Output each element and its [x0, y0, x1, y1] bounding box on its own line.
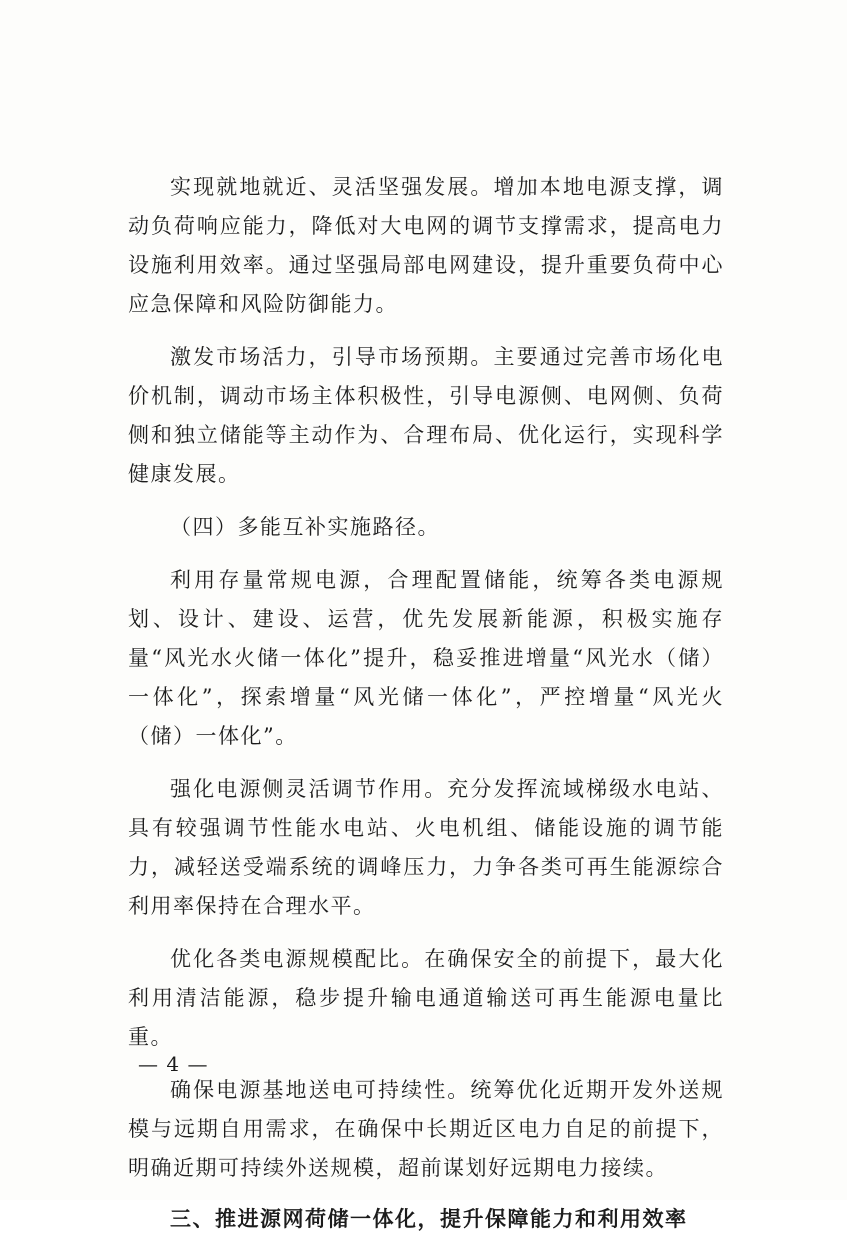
- paragraph-sustainable-transmission: 确保电源基地送电可持续性。统筹优化近期开发外送规模与远期自用需求，在确保中长期近区电力自足的前提下，明确近期可持续外送规模，超前谋划好远期电力接续。: [128, 1078, 724, 1180]
- paragraph-market-vitality: 激发市场活力，引导市场预期。主要通过完善市场化电价机制，调动市场主体积极性，引导电源侧、电网侧、负荷侧和独立储能等主动作为、合理布局、优化运行，实现科学健康发展。: [128, 345, 724, 486]
- paragraph-source-ratio: 优化各类电源规模配比。在确保安全的前提下，最大化利用清洁能源，稳步提升输电通道输送可再生能源电量比重。: [128, 947, 724, 1049]
- paragraph-flexible-regulation: 强化电源侧灵活调节作用。充分发挥流域梯级水电站、具有较强调节性能水电站、火电机组、储能设施的调节能力，减轻送受端系统的调峰压力，力争各类可再生能源综合利用率保持在合理水平。: [128, 777, 724, 918]
- paragraph-existing-power-sources: 利用存量常规电源，合理配置储能，统筹各类电源规划、设计、建设、运营，优先发展新能源，积极实施存量“风光水火储一体化”提升，稳妥推进增量“风光水（储）一体化”，探索增量“风光储一体化”，严控增量“风光火（储）一体化”。: [128, 568, 724, 748]
- section-heading-integration: 三、推进源网荷储一体化，提升保障能力和利用效率: [170, 1207, 688, 1231]
- subsection-heading-multi-energy: （四）多能互补实施路径。: [170, 515, 440, 539]
- page-number: — 4 —: [138, 1052, 209, 1076]
- paragraph-local-development: 实现就地就近、灵活坚强发展。增加本地电源支撑，调动负荷响应能力，降低对大电网的调节支撑需求，提高电力设施利用效率。通过坚强局部电网建设，提升重要负荷中心应急保障和风险防御能力。: [128, 175, 724, 316]
- document-body: [128, 168, 724, 1239]
